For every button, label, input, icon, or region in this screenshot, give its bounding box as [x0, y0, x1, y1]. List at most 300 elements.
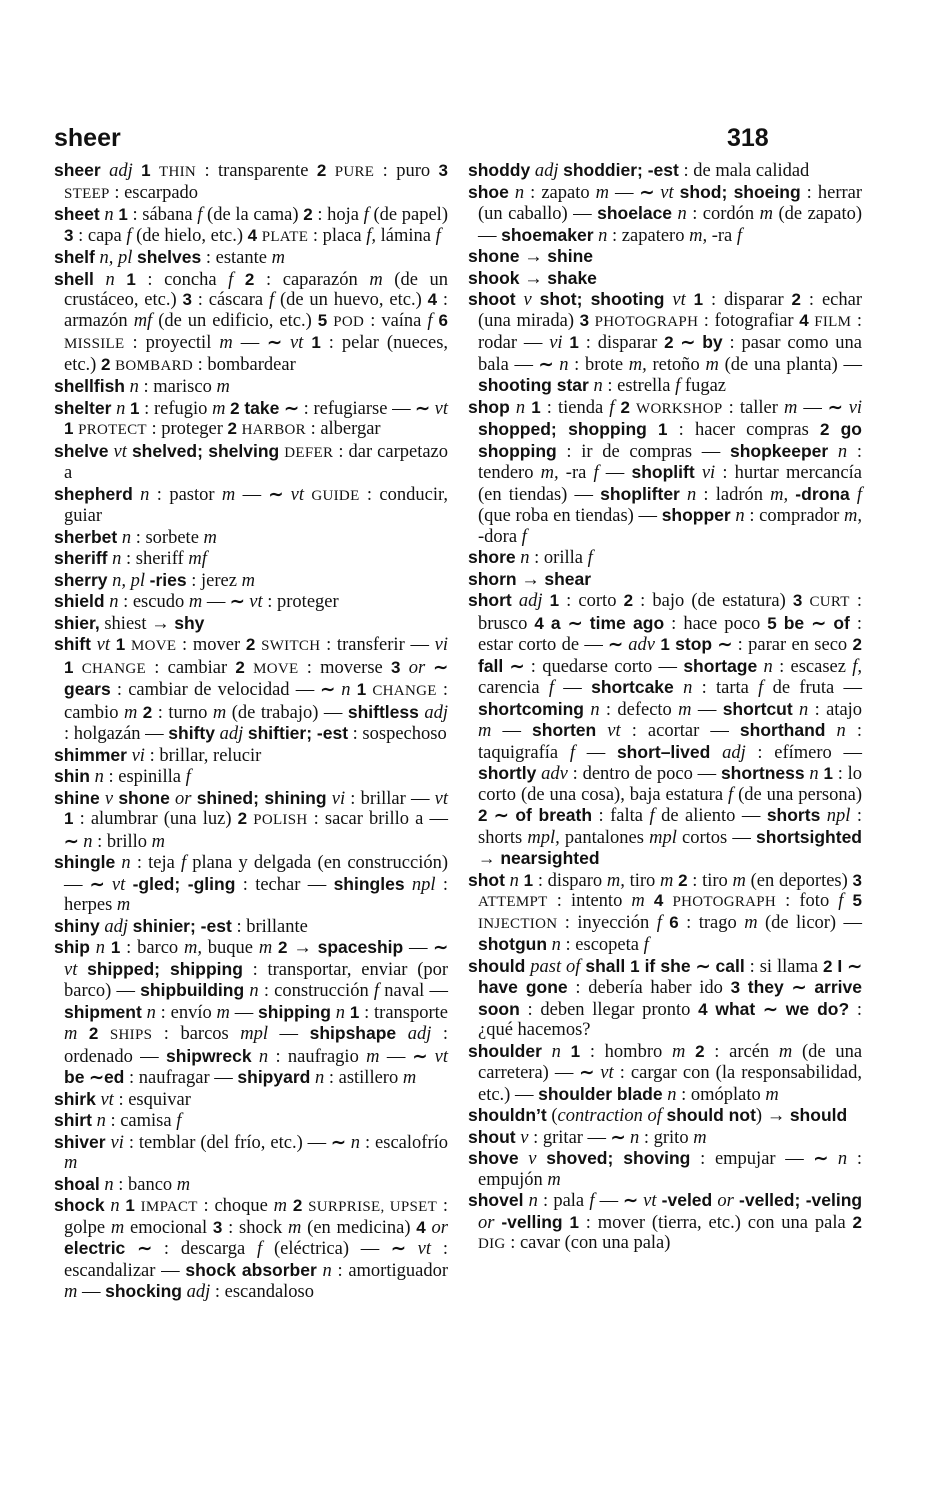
definition-text: (de la cama) [202, 205, 304, 225]
part-of-speech: adj [186, 1282, 211, 1302]
usage-label: PHOTOGRAPH [594, 313, 699, 330]
sense-number: 2 [620, 397, 630, 417]
part-of-speech: vi [549, 333, 563, 353]
part-of-speech: adj [219, 724, 244, 744]
part-of-speech: n [116, 398, 126, 419]
sense-number: 1 [693, 290, 704, 309]
usage-label: POD [333, 313, 365, 330]
part-of-speech: mpl [240, 1024, 269, 1044]
definition-text: : intento [547, 891, 632, 911]
sense-number: 2 [230, 398, 240, 418]
headword: shoe [468, 181, 509, 202]
headword: shiftless [347, 701, 419, 722]
headword: ∼ [320, 679, 336, 699]
definition-text: (de una planta) — [718, 354, 863, 375]
definition-text: : defecto [599, 699, 679, 720]
part-of-speech: n [514, 182, 525, 203]
guide-word: sheer [54, 124, 121, 152]
definition-text: : brillo [92, 831, 152, 852]
dictionary-entry [468, 397, 862, 548]
definition-text: : ¿qué hacemos? [478, 999, 862, 1040]
sense-number: 1 [823, 764, 833, 783]
part-of-speech: n [104, 1174, 114, 1195]
part-of-speech: n [836, 721, 846, 741]
definition-text: : banco [113, 1174, 177, 1195]
sense-number: 2 [292, 1196, 303, 1215]
definition-text: : sorbete [131, 527, 204, 548]
definition-text: : de mala calidad [678, 161, 810, 181]
part-of-speech: n [105, 269, 115, 290]
headword: shirk [54, 1088, 96, 1109]
part-of-speech: or [431, 1217, 448, 1238]
sense-number: 2 [235, 657, 245, 677]
headword: take ∼ [244, 397, 299, 418]
dictionary-entry [468, 569, 862, 591]
headword: shoulder [468, 1040, 542, 1061]
headword: ∼ [623, 1190, 638, 1210]
headword: shortsighted → nearsighted [478, 826, 862, 868]
part-of-speech: n, pl [99, 248, 133, 268]
sense-number: 2 [316, 161, 327, 180]
definition-text: — [77, 1282, 106, 1302]
definition-text [427, 1047, 434, 1067]
definition-text: — [379, 1046, 413, 1067]
definition-text: cortos — [676, 827, 757, 848]
definition-text: : marisco [138, 377, 217, 397]
sense-number: 1 [115, 635, 126, 654]
definition-text: -dora [478, 526, 522, 547]
definition-text: : golpe [64, 1196, 449, 1238]
headword: shovel [468, 1190, 524, 1210]
definition-text: : cambiar de velocidad — [110, 680, 321, 700]
definition-text [105, 875, 112, 895]
headword: spaceship [317, 937, 404, 957]
definition-text [645, 891, 654, 911]
headword: what ∼ we do? [715, 998, 850, 1019]
headword: shiny [54, 915, 100, 936]
sense-number: 4 [247, 225, 258, 245]
usage-label: MOVE [253, 660, 299, 677]
definition-text: : naufragar — [124, 1068, 238, 1088]
definition-text [777, 614, 784, 634]
sense-number: 1 [569, 1212, 579, 1232]
part-of-speech: n [683, 678, 693, 698]
part-of-speech: m [478, 721, 492, 741]
part-of-speech: m, [540, 463, 559, 483]
definition-text [828, 1149, 838, 1169]
definition-text: : camisa [105, 1111, 177, 1131]
part-of-speech: vt [434, 788, 449, 809]
headword: ∼ [579, 1062, 595, 1082]
definition-text: → [519, 268, 548, 289]
definition-text [542, 1042, 552, 1062]
part-of-speech: n [258, 1046, 269, 1067]
part-of-speech: npl [826, 806, 851, 826]
definition-text: : transporte [359, 1002, 449, 1023]
part-of-speech: f, [852, 656, 863, 677]
definition-text: : vaína [364, 310, 428, 331]
part-of-speech: f [656, 912, 662, 933]
headword: should not [666, 1105, 756, 1125]
part-of-speech: v [104, 788, 114, 809]
part-of-speech: n [94, 767, 104, 787]
definition-text: : shock [222, 1217, 288, 1238]
headword: shake [547, 267, 597, 288]
definition-text: : ladrón [696, 484, 771, 505]
part-of-speech: n [121, 527, 132, 548]
headword: fall ∼ [478, 655, 525, 676]
usage-label: MISSILE [64, 336, 125, 352]
definition-text [829, 420, 840, 440]
headword: shelved; shelving [131, 440, 280, 461]
definition-text: → [287, 938, 318, 958]
sense-number: 2 [244, 269, 255, 289]
headword: ∼ [608, 634, 623, 654]
headword: shotgun [478, 934, 548, 954]
part-of-speech: m [693, 1127, 707, 1148]
part-of-speech: f [838, 891, 844, 911]
part-of-speech: f [373, 981, 380, 1001]
sense-number: 2 [852, 1212, 863, 1232]
sense-number: 1 [118, 205, 128, 224]
part-of-speech: n [341, 680, 351, 700]
part-of-speech: vi [131, 745, 145, 766]
part-of-speech: n [104, 205, 114, 225]
headword: shirt [54, 1110, 92, 1130]
headword: -velling [501, 1211, 563, 1232]
headword: shoplift [631, 462, 695, 482]
headword: shifty [168, 723, 215, 743]
headword: shier, [54, 612, 100, 633]
definition-text: — [691, 699, 723, 720]
definition-text: (de un huevo, etc.) [274, 290, 428, 310]
sense-number: 1 [349, 1002, 360, 1022]
right-column [468, 160, 862, 1255]
part-of-speech: vt [290, 484, 304, 505]
dictionary-entry [54, 916, 448, 938]
dictionary-entry [468, 182, 862, 247]
definition-text: : cáscara [191, 290, 269, 310]
part-of-speech: m [188, 592, 203, 612]
part-of-speech: n [96, 1111, 106, 1131]
dictionary-entry [54, 788, 448, 853]
part-of-speech: f [856, 484, 863, 505]
sense-number: 1 [64, 657, 74, 677]
dictionary-entry [54, 634, 448, 745]
definition-text: : taquigrafía [478, 721, 863, 763]
left-column [54, 160, 448, 1303]
headword: shone [118, 787, 170, 808]
headword: ∼ [331, 1131, 346, 1152]
definition-text: : grito [639, 1127, 694, 1148]
part-of-speech: m [288, 1217, 302, 1238]
definition-text: : sheriff [121, 549, 189, 569]
definition-text: : brillar — [345, 788, 435, 809]
part-of-speech: f [548, 678, 555, 698]
part-of-speech: or [408, 657, 426, 678]
dictionary-entry [54, 548, 448, 570]
headword: shopkeeper [729, 440, 829, 461]
part-of-speech: m [402, 1068, 417, 1088]
definition-text: — [491, 721, 533, 741]
part-of-speech: f [268, 290, 275, 310]
definition-text: : efímero — [745, 742, 863, 763]
sense-number: 4 [416, 1217, 426, 1237]
sense-number: 1 [549, 591, 560, 610]
part-of-speech: vi [110, 1132, 124, 1153]
definition-text: : brote [568, 354, 629, 375]
definition-text: : alumbrar (una luz) [73, 809, 238, 829]
definition-text: : ir de compras — [556, 441, 730, 462]
part-of-speech: f [126, 225, 132, 246]
definition-text: de aliento — [654, 806, 767, 826]
part-of-speech: vi [331, 788, 346, 809]
definition-text: : temblar (del frío, etc.) — [123, 1132, 332, 1153]
sense-number: 1 [64, 419, 74, 438]
definition-text: — [609, 182, 640, 203]
part-of-speech: f [228, 269, 234, 290]
definition-text: (de una persona) [733, 784, 862, 805]
part-of-speech: f [427, 310, 433, 331]
definition-text: : proteger [146, 419, 228, 439]
dictionary-entry [468, 246, 862, 268]
part-of-speech: f [435, 225, 441, 246]
sense-number: 2 [623, 591, 634, 610]
definition-text: carencia [478, 678, 549, 698]
sense-number: 2 [478, 806, 488, 825]
part-of-speech: mf [133, 310, 153, 331]
part-of-speech: n [551, 1041, 561, 1062]
sense-number: 3 [64, 225, 74, 245]
definition-text: : escandaloso [210, 1282, 314, 1302]
sense-number: 1 [660, 635, 670, 654]
headword: shot [468, 869, 505, 890]
definition-text: : moverse [298, 657, 391, 678]
definition-text: — [403, 938, 434, 958]
usage-label: DEFER [284, 444, 334, 461]
definition-text: : amortiguador [331, 1260, 448, 1281]
definition-text: : brusco [478, 591, 863, 634]
headword: shelve [54, 440, 109, 461]
definition-text: -ra [558, 463, 594, 483]
definition-text: — [598, 463, 632, 483]
definition-text: : comprador [744, 506, 844, 526]
dictionary-entry [54, 160, 448, 204]
headword: shy [174, 612, 205, 633]
definition-text: : empujón [478, 1149, 862, 1190]
sense-number: 2 [142, 702, 153, 722]
definition-text: : caparazón [254, 269, 370, 290]
part-of-speech: m [64, 1282, 78, 1302]
part-of-speech: m [671, 1041, 686, 1062]
usage-label: PURE [334, 164, 375, 180]
sense-number: 2 [819, 420, 830, 439]
definition-text: : orilla [529, 548, 588, 568]
definition-text: fugaz [680, 376, 727, 396]
sense-number: 2 [278, 938, 288, 957]
definition-text: : zapatero [607, 225, 690, 246]
definition-text: pantalones [559, 827, 650, 848]
headword: short–lived [616, 741, 711, 762]
sense-number: 2 [791, 290, 801, 309]
part-of-speech: n [520, 548, 530, 568]
part-of-speech: n [559, 354, 569, 375]
definition-text: : shorts [478, 806, 863, 848]
definition-text: (de zapato) — [478, 204, 863, 246]
sense-number: 1 [569, 333, 579, 352]
part-of-speech: n [129, 377, 139, 397]
dictionary-entry [54, 1089, 448, 1111]
definition-text [282, 333, 290, 353]
headword: shelf [54, 247, 95, 267]
definition-text [537, 1149, 547, 1169]
definition-text: retoño [646, 354, 706, 375]
definition-text [686, 290, 694, 310]
headword: shortage [683, 655, 758, 676]
definition-text: : cavar (con una pala) [505, 1233, 671, 1253]
part-of-speech: n [590, 699, 600, 720]
headword: shore [468, 547, 516, 567]
part-of-speech: m [176, 1174, 191, 1195]
definition-text: : hacer compras [667, 420, 820, 440]
headword: shell [54, 268, 94, 289]
part-of-speech: m [216, 377, 230, 397]
part-of-speech: m [705, 354, 719, 375]
part-of-speech: n [515, 397, 526, 418]
definition-text: : escandalizar — [64, 1239, 449, 1281]
part-of-speech: v [528, 1149, 537, 1169]
dictionary-entry [54, 591, 448, 613]
headword: -veled [661, 1190, 713, 1210]
definition-text: : puro [374, 161, 439, 181]
definition-text: : hombro [580, 1041, 672, 1062]
definition-text: : tarta [692, 678, 759, 698]
part-of-speech: vi [434, 635, 449, 655]
headword: shoddier; -est [563, 160, 679, 180]
definition-text: : naufragio [268, 1046, 367, 1067]
definition-text: : estrella [602, 376, 676, 396]
sense-number: 3 [390, 657, 401, 677]
definition-text [73, 658, 81, 678]
sense-number: 1 [531, 397, 541, 417]
definition-text [405, 875, 412, 895]
headword: shout [468, 1126, 516, 1147]
definition-text: → [519, 247, 548, 267]
definition-text: shiest → [99, 613, 175, 634]
part-of-speech: n [95, 938, 106, 958]
definition-text: (de un edificio, etc.) [152, 310, 318, 331]
definition-text: : estante [201, 248, 272, 268]
usage-label: FILM [814, 313, 852, 330]
definition-text: (de licor) — [757, 912, 863, 933]
headword: shingle [54, 852, 116, 872]
part-of-speech: n [509, 870, 519, 891]
headword: they ∼ arrive soon [478, 977, 863, 1019]
part-of-speech: f [728, 784, 734, 805]
definition-text: : pastor [149, 484, 222, 505]
definition-text: : techar — [235, 874, 334, 895]
definition-text: : atajo [808, 699, 863, 720]
sense-number: 2 [237, 809, 248, 828]
part-of-speech: f [649, 806, 655, 826]
usage-label: SHIPS [109, 1027, 153, 1043]
headword: shinier; -est [132, 915, 232, 936]
definition-text [519, 1149, 529, 1169]
sense-number: 2 [100, 354, 111, 374]
part-of-speech: f [521, 526, 527, 547]
definition-text: : taller [722, 397, 784, 418]
definition-text: : lo corto (de una cosa), baja estatura [478, 764, 863, 805]
sense-number: 1 [658, 420, 668, 439]
definition-text: (en medicina) [301, 1217, 417, 1238]
part-of-speech: f [643, 935, 649, 955]
part-of-speech: m [203, 527, 217, 548]
part-of-speech: n [629, 1127, 640, 1148]
part-of-speech: vt [113, 441, 127, 462]
definition-text: : herrar (un caballo) — [478, 182, 863, 224]
definition-text [850, 485, 857, 505]
dictionary-entry [468, 1127, 862, 1149]
part-of-speech: m [258, 938, 273, 958]
definition-text: : albergar [305, 419, 381, 439]
part-of-speech: n [322, 1260, 332, 1281]
definition-text: : quedarse corto — [524, 656, 684, 677]
part-of-speech: adj [518, 591, 543, 611]
part-of-speech: f [589, 1191, 595, 1211]
part-of-speech: adj [109, 161, 133, 181]
headword: shingles [333, 873, 405, 894]
part-of-speech: adj [722, 742, 746, 763]
part-of-speech: m [212, 398, 226, 419]
headword: I ∼ have gone [478, 955, 863, 997]
headword: shall [585, 955, 626, 976]
sense-number: 3 [792, 591, 803, 610]
dictionary-entry [468, 268, 862, 290]
part-of-speech: m [219, 333, 233, 353]
dictionary-entry [54, 398, 448, 441]
definition-text: : cambiar [146, 657, 236, 678]
part-of-speech: n [593, 376, 603, 396]
part-of-speech: f [257, 1239, 263, 1259]
headword: shocking [105, 1281, 182, 1301]
headword: ∼ [229, 591, 245, 611]
usage-label: PHOTOGRAPH [672, 894, 777, 910]
definition-text [544, 614, 551, 634]
headword: ∼ of breath [493, 805, 593, 825]
part-of-speech: n [837, 441, 848, 462]
part-of-speech: m [595, 182, 610, 203]
part-of-speech: or [478, 1212, 495, 1233]
headword: shopped; shopping [478, 419, 647, 439]
headword: -gled; -gling [132, 873, 236, 894]
headword: electric ∼ [64, 1238, 153, 1258]
sense-number: 3 [579, 310, 590, 330]
part-of-speech: vt [672, 290, 686, 310]
definition-text [561, 1042, 571, 1062]
sense-number: 3 [438, 161, 448, 180]
dictionary-entry [468, 956, 862, 1041]
part-of-speech: adj [424, 702, 448, 723]
definition-text: : si llama [744, 956, 823, 977]
part-of-speech: adj [407, 1024, 432, 1044]
definition-text: : falta [592, 806, 650, 826]
sense-number: 2 [852, 635, 862, 654]
headword: sheer [54, 160, 101, 180]
part-of-speech: adv [541, 764, 568, 784]
part-of-speech: f [180, 853, 187, 873]
definition-text: : hace poco [664, 613, 768, 634]
definition-text: — [554, 678, 592, 698]
